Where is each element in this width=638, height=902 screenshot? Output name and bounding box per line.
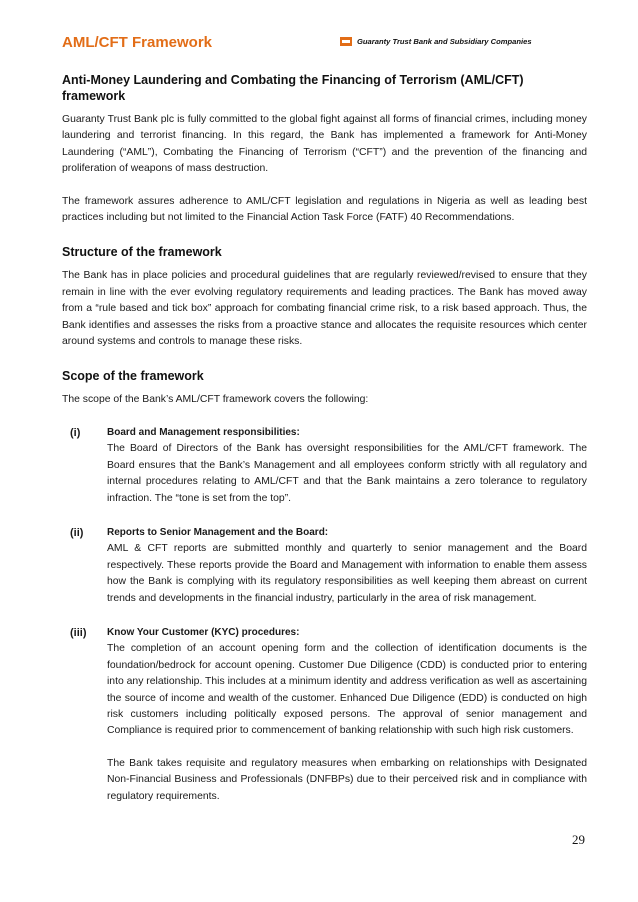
paragraph: The scope of the Bank’s AML/CFT framework covers the following: [62, 394, 369, 406]
list-item [62, 625, 587, 805]
paragraph: Guaranty Trust Bank plc is fully committed to the global fight against all forms of financial crimes, including money laundering and terrorist financing. In this regard, the Bank has implemented a framework for Anti-Money Laundering (“AML”), Combating the Financing of Terrorism (“CFT”) and the prevention of the financing and proliferation of weapons of mass destruction. [62, 114, 587, 175]
list-item-number: (ii) [70, 526, 84, 539]
list-item-number: (iii) [70, 626, 87, 639]
list-item-heading: Reports to Senior Management and the Board: [107, 526, 329, 538]
page-number: 29 [572, 832, 585, 847]
section-heading-scope: Scope of the framework [62, 369, 204, 384]
list-item-text: The Bank takes requisite and regulatory measures when embarking on relationships with Designated Non-Financial Business and Professionals (DNFBPs) due to their perceived risk and in compliance with regulatory requirements. [107, 757, 587, 802]
list-item [62, 525, 587, 607]
list-item-heading: Board and Management responsibilities: [107, 426, 300, 438]
paragraph: The framework assures adherence to AML/CFT legislation and regulations in Nigeria as well as leading best practices including but not limited to the Financial Action Task Force (FATF) 40 Recommendations. [62, 195, 587, 224]
header-company-name: Guaranty Trust Bank and Subsidiary Companies [357, 37, 532, 46]
header-title: AML/CFT Framework [62, 34, 213, 51]
header-company-block [340, 37, 532, 46]
document-body [62, 72, 587, 805]
paragraph: The Bank has in place policies and procedural guidelines that are regularly reviewed/revised to ensure that they remain in line with the ever evolving regulatory requirements and leading practices. The Bank has moved away from a “rule based and tick box” approach for combating financial crime risk, to a risk based approach. Thus, the Bank identifies and assesses the risks from a proactive stance and allocates the requisite resources which center around systems and controls to manage these risks. [62, 270, 587, 348]
page-header [62, 34, 582, 54]
section-heading-structure: Structure of the framework [62, 245, 222, 260]
list-item-text: The Board of Directors of the Bank has oversight responsibilities for the AML/CFT framework. The Board ensures that the Bank’s Management and all employees conform strictly with all regulatory and internal procedures relating to AML/CFT and that the Bank maintains a zero tolerance to regulatory infraction. The “tone is set from the top”. [107, 443, 587, 504]
list-item-text: The completion of an account opening form and the collection of identification documents is the foundation/bedrock for account opening. Customer Due Diligence (CDD) is conducted prior to entering into any relationship. This includes at a minimum identity and address verification as well as ascertaining the source of income and wealth of the customer. Enhanced Due Diligence (EDD) is conducted on high risk customers including politically exposed persons. The approval of senior management and Compliance is required prior to commencement of banking relationship with such high risk customers. [107, 643, 587, 737]
section-heading-aml-cft: Anti-Money Laundering and Combating the Financing of Terrorism (AML/CFT) framework [62, 73, 524, 103]
list-item [62, 425, 587, 507]
list-item-number: (i) [70, 426, 81, 439]
list-item-text: AML & CFT reports are submitted monthly and quarterly to senior management and the Board respectively. These reports provide the Board and Management with information to enable them assess how the Bank is complying with its regulatory responsibilities as well keeping them abreast on current trends and developments in the financial industry, particularly in the area of risk management. [107, 543, 587, 604]
bank-logo-icon [340, 37, 352, 46]
list-item-heading: Know Your Customer (KYC) procedures: [107, 626, 300, 638]
